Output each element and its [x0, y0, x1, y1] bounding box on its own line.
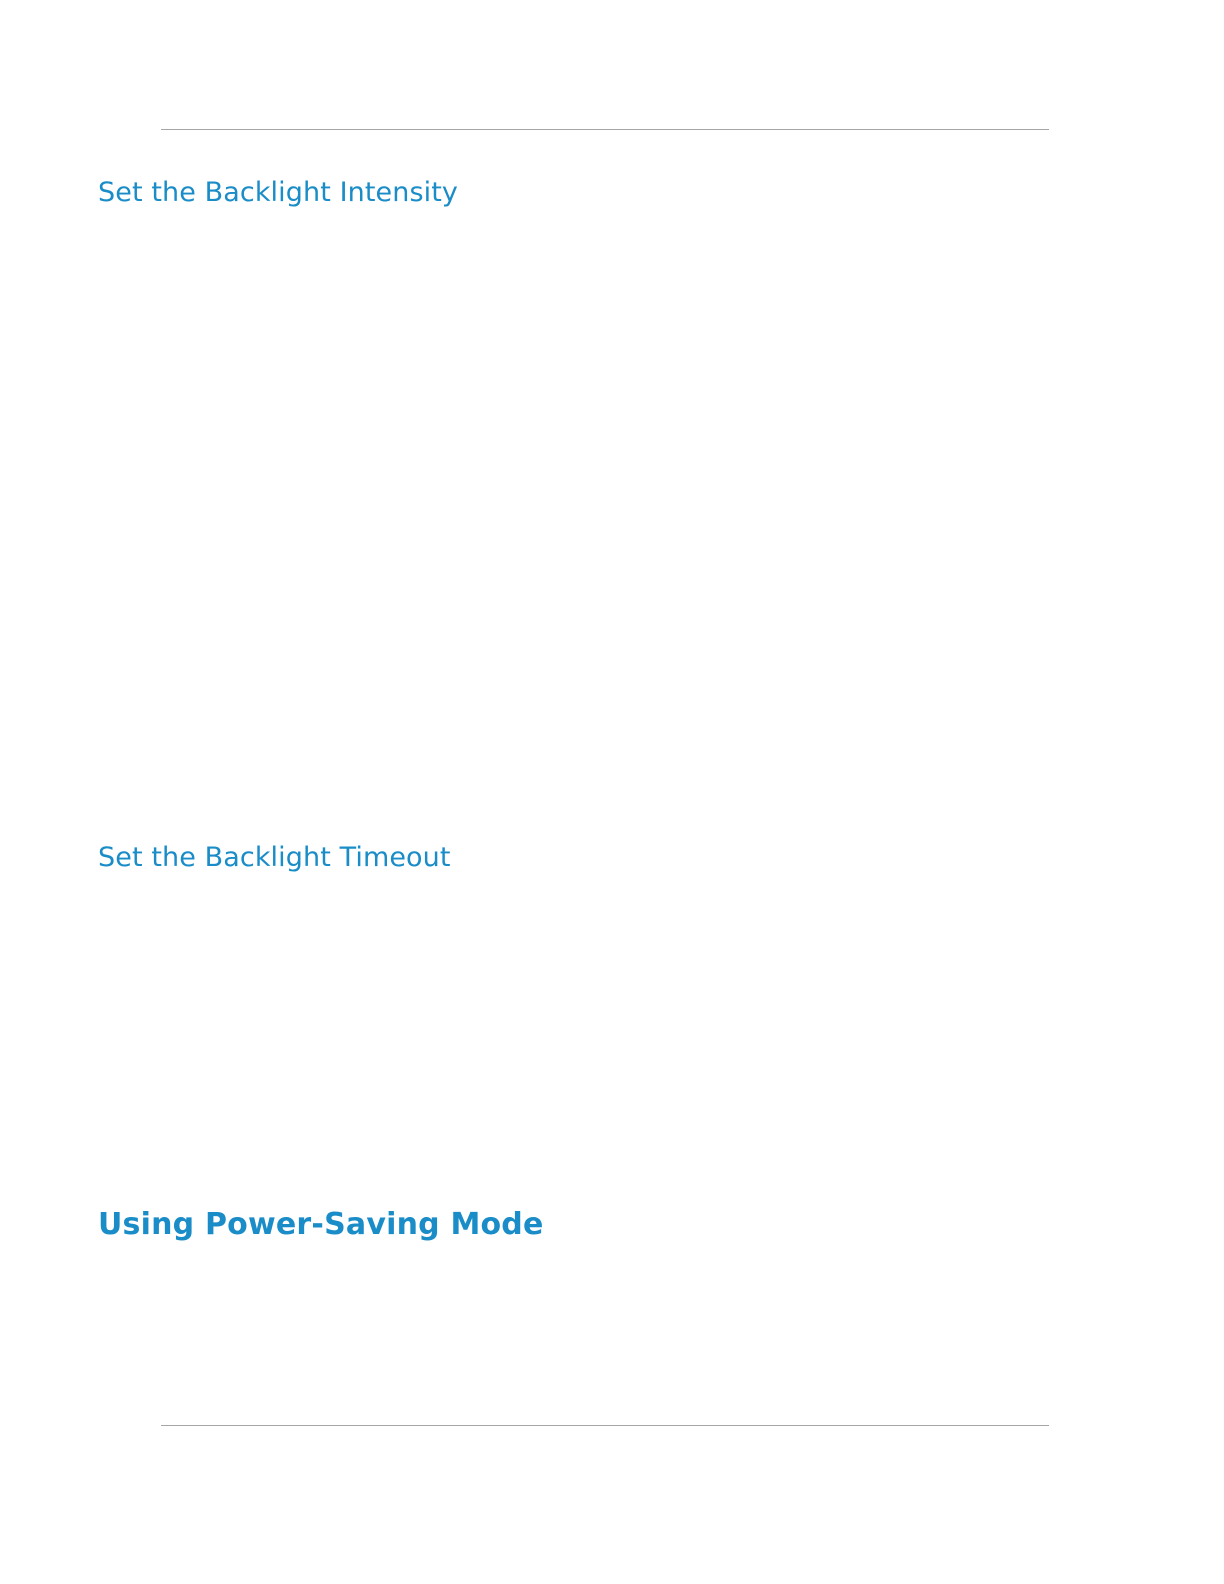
heading-set-backlight-timeout: Set the Backlight Timeout	[98, 842, 451, 873]
heading-using-power-saving-mode: Using Power-Saving Mode	[98, 1207, 544, 1242]
header-rule	[161, 129, 1049, 130]
footer-rule	[161, 1425, 1049, 1426]
heading-set-backlight-intensity: Set the Backlight Intensity	[98, 177, 459, 208]
